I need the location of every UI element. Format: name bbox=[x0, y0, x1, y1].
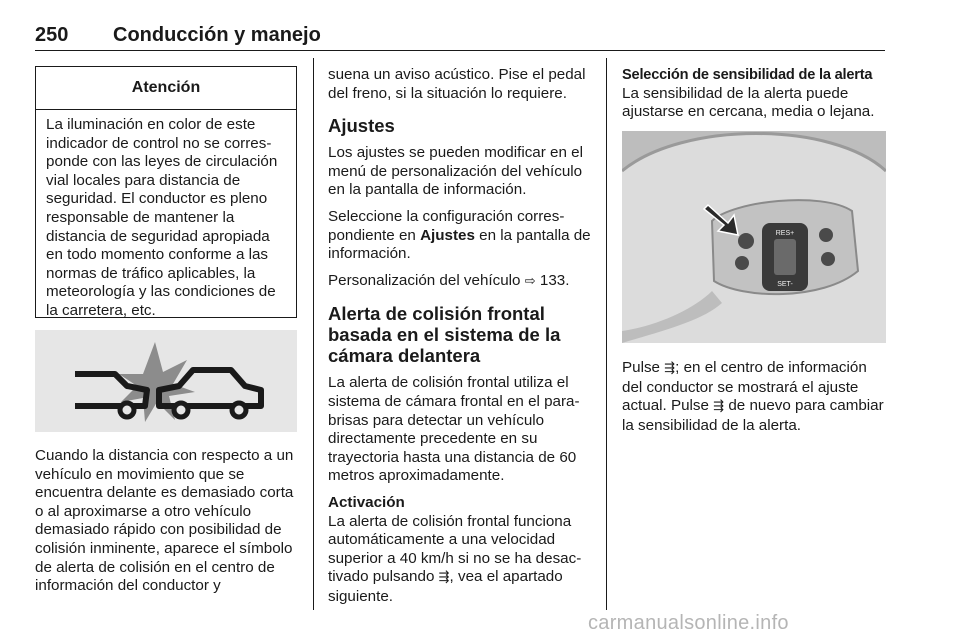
distance-button bbox=[738, 233, 754, 249]
notice-title: Atención bbox=[36, 67, 296, 110]
sensitivity-heading: Selección de sensibilidad de la alerta bbox=[622, 67, 873, 83]
column-2-text bbox=[328, 66, 596, 614]
pulse-text-a: ; en el centro de información del conductor se mostrará el ajuste actual. Pulse bbox=[622, 359, 867, 415]
activation-paragraph bbox=[328, 513, 596, 607]
column-3-text-top bbox=[622, 66, 890, 130]
page-reference-icon: ⇨ bbox=[524, 273, 536, 289]
column-1-paragraph: Cuando la distancia con respecto a un vehículo en movimiento que se encuentra delante es demasiado corta o al aproximarse a otro vehículo demasiado rápido con posibilidad de colisión inminente, aparece el símbolo de alerta de colisión en el centro de información del conductor y bbox=[35, 447, 294, 595]
activation-text-b: , vea el apartado siguiente. bbox=[328, 568, 563, 605]
distance-button-icon-2: ⇶ bbox=[664, 361, 676, 376]
notice-body: La iluminación en color de este indicador de control no se corres-ponde con las leyes de circulación vial locales para distancia de seguridad. El conductor es pleno responsable de mantener la distancia de seguridad apropiada en todo momento conforme a las normas de tráfico aplicables, la meteorología y las condiciones de la carretera, etc. bbox=[46, 116, 278, 319]
ajustes-paragraph-1: Los ajustes se pueden modificar en el menú de personalización del vehículo en la pantalla de información. bbox=[328, 144, 583, 199]
ajustes-paragraph-3 bbox=[328, 272, 596, 292]
distance-button-icon-3: ⇶ bbox=[713, 399, 725, 415]
ajustes-p2-text-a: Seleccione la configuración corres-pondiente en bbox=[328, 207, 565, 244]
steering-wheel-illustration bbox=[622, 131, 886, 343]
alert-paragraph: La alerta de colisión frontal utiliza el sistema de cámara frontal en el para-brisas para detectar un vehículo directamente precedente en su trayectoria hasta una distancia de 60 metros aproximadamente. bbox=[328, 374, 580, 485]
column-separator-2 bbox=[606, 58, 607, 610]
collision-alert-illustration bbox=[35, 330, 297, 432]
column-3-text-bottom bbox=[622, 359, 890, 443]
wheel-button-right-lower bbox=[821, 252, 835, 266]
distance-button-icon: ⇶ bbox=[438, 570, 450, 586]
warning-notice bbox=[35, 66, 297, 318]
ajustes-p2-text-b: en la pantalla de información. bbox=[328, 226, 591, 263]
column-1-text bbox=[35, 447, 303, 604]
wheel-button-right-upper bbox=[819, 228, 833, 242]
pulse-text-b: de nuevo para cambiar la sensibilidad de la alerta. bbox=[622, 397, 884, 434]
alert-heading: Alerta de colisión frontal basada en el sistema de la cámara delantera bbox=[328, 303, 561, 367]
pulse-paragraph bbox=[622, 359, 890, 435]
ajustes-p2-bold: Ajustes bbox=[420, 226, 475, 244]
page-number: 250 bbox=[35, 24, 69, 46]
ajustes-p3-ref: 133. bbox=[539, 271, 570, 289]
cruise-thumbwheel bbox=[774, 239, 796, 275]
column-separator-1 bbox=[313, 58, 314, 610]
set-label: SET- bbox=[777, 281, 793, 288]
collision-alert-icon bbox=[35, 330, 297, 432]
front-car-wheel-rear bbox=[174, 403, 188, 417]
rear-car-wheel bbox=[120, 403, 134, 417]
pulse-text-1: Pulse bbox=[622, 359, 660, 376]
wheel-button-left-lower bbox=[735, 256, 749, 270]
activation-heading: Activación bbox=[328, 493, 405, 511]
front-car-wheel-front bbox=[232, 403, 246, 417]
activation-text-a: La alerta de colisión frontal funciona automáticamente a una velocidad superior a 40 km/h si no se ha desac-tivado pulsando bbox=[328, 512, 582, 586]
chapter-title: Conducción y manejo bbox=[113, 24, 321, 46]
steering-wheel-photo bbox=[622, 131, 886, 343]
page-header bbox=[35, 24, 885, 51]
ajustes-heading: Ajustes bbox=[328, 115, 395, 137]
watermark: carmanualsonline.info bbox=[588, 612, 789, 634]
res-label: RES+ bbox=[775, 230, 795, 237]
ajustes-p3-text: Personalización del vehículo bbox=[328, 271, 521, 289]
ajustes-paragraph-2 bbox=[328, 208, 596, 264]
sensitivity-paragraph: La sensibilidad de la alerta puede ajustarse en cercana, media o lejana. bbox=[622, 84, 875, 121]
continued-paragraph: suena un aviso acústico. Pise el pedal del freno, si la situación lo requiere. bbox=[328, 66, 586, 102]
